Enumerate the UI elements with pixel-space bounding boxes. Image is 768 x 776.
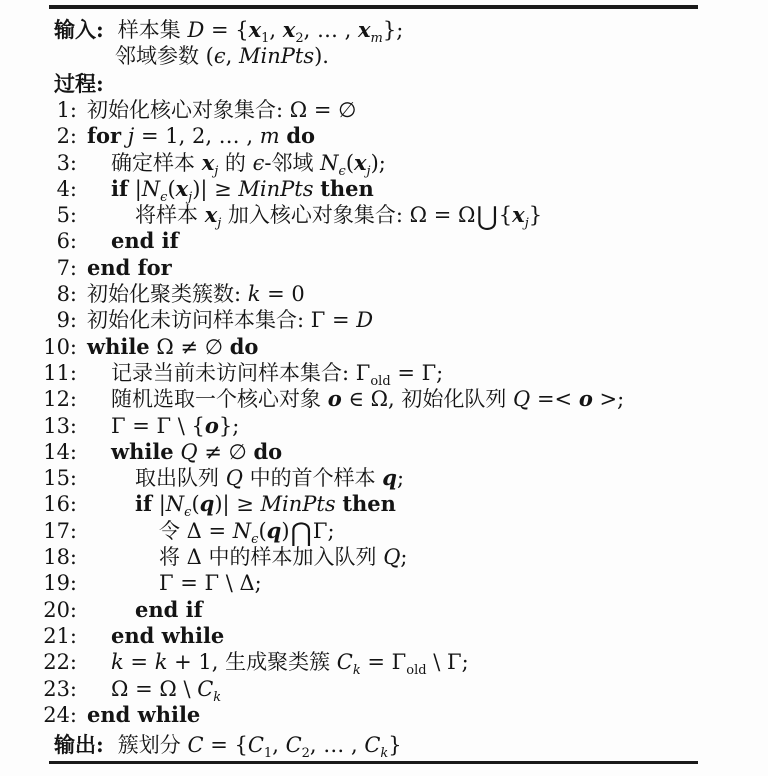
step-content: while Ω ≠ ∅ do bbox=[87, 333, 259, 359]
step-content: 随机选取一个核心对象 o ∈ Ω, 初始化队列 Q =< o >; bbox=[111, 386, 625, 412]
step-number: 5: bbox=[56, 203, 77, 228]
step-content: 初始化未访问样本集合: Γ = D bbox=[87, 308, 374, 333]
step-content: 将 Δ 中的样本加入队列 Q; bbox=[159, 545, 408, 570]
step-number: 14: bbox=[43, 439, 77, 464]
algo-step-row bbox=[43, 597, 755, 623]
top-rule bbox=[49, 5, 698, 9]
step-number: 19: bbox=[43, 571, 77, 596]
output-label: 输出: bbox=[54, 732, 104, 758]
algo-step-row bbox=[43, 570, 755, 596]
step-number: 16: bbox=[43, 492, 77, 517]
process-label: 过程: bbox=[54, 71, 104, 96]
step-number: 10: bbox=[43, 334, 77, 359]
input-line-1: 样本集 $D = \{x_1$, $x_2$, … , $x_m$}; bbox=[117, 17, 404, 47]
algo-step-row bbox=[43, 676, 755, 705]
step-content: 确定样本 $x_j$ 的 ϵ-邻域 $N_\epsilon(x_j)$; bbox=[111, 149, 386, 179]
algo-step-row bbox=[43, 413, 755, 439]
algo-step-row bbox=[43, 439, 755, 465]
algo-step-row bbox=[43, 175, 755, 206]
bottom-rule bbox=[49, 761, 698, 764]
step-content: end while bbox=[87, 701, 201, 727]
algo-step-row bbox=[43, 307, 755, 333]
step-number: 6: bbox=[56, 229, 77, 254]
steps-list bbox=[43, 97, 755, 728]
step-content: k = k + 1, 生成聚类簇 $C_k = \Gamma_{old}$ \ Γ; bbox=[111, 650, 469, 679]
input-row bbox=[43, 16, 755, 47]
output-expression: 簇划分 $C = \{C_1$, $C_2$, … , $C_k$} bbox=[117, 733, 402, 762]
algo-step-row bbox=[43, 255, 755, 281]
step-content: Ω = Ω \ $C_k$ bbox=[111, 676, 222, 705]
algo-step-row bbox=[43, 202, 755, 233]
step-number: 4: bbox=[56, 176, 77, 201]
input-label: 输入: bbox=[54, 17, 104, 42]
step-number: 18: bbox=[43, 545, 77, 570]
algorithm-box bbox=[43, 16, 755, 760]
algo-step-row bbox=[43, 702, 755, 728]
step-content: Γ = Γ \ Δ; bbox=[159, 571, 262, 596]
algo-step-row bbox=[43, 360, 755, 390]
step-content: end while bbox=[111, 622, 225, 648]
algo-step-row bbox=[43, 228, 755, 254]
algo-step-row bbox=[43, 97, 755, 123]
step-content: end if bbox=[135, 596, 203, 622]
step-number: 24: bbox=[43, 702, 77, 727]
step-content: 初始化聚类簇数: k = 0 bbox=[87, 282, 305, 307]
step-content: end if bbox=[111, 228, 179, 254]
input-line-2: 邻域参数 (ϵ, MinPts). bbox=[115, 44, 329, 68]
step-number: 1: bbox=[56, 98, 77, 122]
step-content: if $|N_\epsilon(q)|$ ≥ MinPts then bbox=[135, 491, 396, 521]
step-number: 23: bbox=[43, 676, 77, 701]
step-content: if $|N_\epsilon(x_j)|$ ≥ MinPts then bbox=[111, 175, 374, 206]
step-content: 将样本 $x_j$ 加入核心对象集合: $\Omega = \Omega⋃\{x_j\}$ bbox=[135, 202, 543, 233]
algo-step-row bbox=[43, 386, 755, 412]
step-number: 22: bbox=[43, 650, 77, 675]
step-number: 12: bbox=[43, 387, 77, 412]
output-row bbox=[43, 730, 755, 760]
algo-step-row bbox=[43, 334, 755, 360]
algo-step-row bbox=[43, 123, 755, 149]
algo-step-row bbox=[43, 517, 755, 548]
step-content: 取出队列 Q 中的首个样本 q; bbox=[135, 465, 405, 491]
step-content: 记录当前未访问样本集合: $\Gamma_{old} = \Gamma$; bbox=[111, 360, 444, 390]
step-content: 令 $\Delta = N_\epsilon(q)⋂\Gamma$; bbox=[159, 517, 335, 548]
step-number: 3: bbox=[56, 150, 77, 175]
algo-step-row bbox=[43, 149, 755, 179]
step-number: 20: bbox=[43, 597, 77, 622]
step-number: 8: bbox=[56, 282, 77, 307]
step-content: end for bbox=[87, 254, 172, 280]
step-number: 13: bbox=[43, 413, 77, 438]
algo-step-row bbox=[43, 491, 755, 521]
process-row bbox=[43, 70, 755, 97]
algo-step-row bbox=[43, 465, 755, 491]
step-number: 17: bbox=[43, 518, 77, 543]
step-content: for j = 1, 2, … , m do bbox=[87, 123, 316, 149]
algo-step-row bbox=[43, 281, 755, 307]
step-number: 15: bbox=[43, 466, 77, 491]
step-number: 11: bbox=[43, 360, 77, 385]
algo-step-row bbox=[43, 623, 755, 649]
algo-step-row bbox=[43, 649, 755, 679]
step-content: 初始化核心对象集合: Ω = ∅ bbox=[87, 98, 357, 122]
algo-step-row bbox=[43, 544, 755, 570]
step-number: 21: bbox=[43, 623, 77, 648]
step-number: 2: bbox=[56, 124, 77, 149]
step-content: while Q ≠ ∅ do bbox=[111, 438, 283, 464]
input-continuation-row bbox=[43, 43, 755, 70]
step-number: 7: bbox=[56, 255, 77, 280]
step-number: 9: bbox=[56, 308, 77, 333]
step-content: Γ = Γ \ {o}; bbox=[111, 412, 240, 438]
